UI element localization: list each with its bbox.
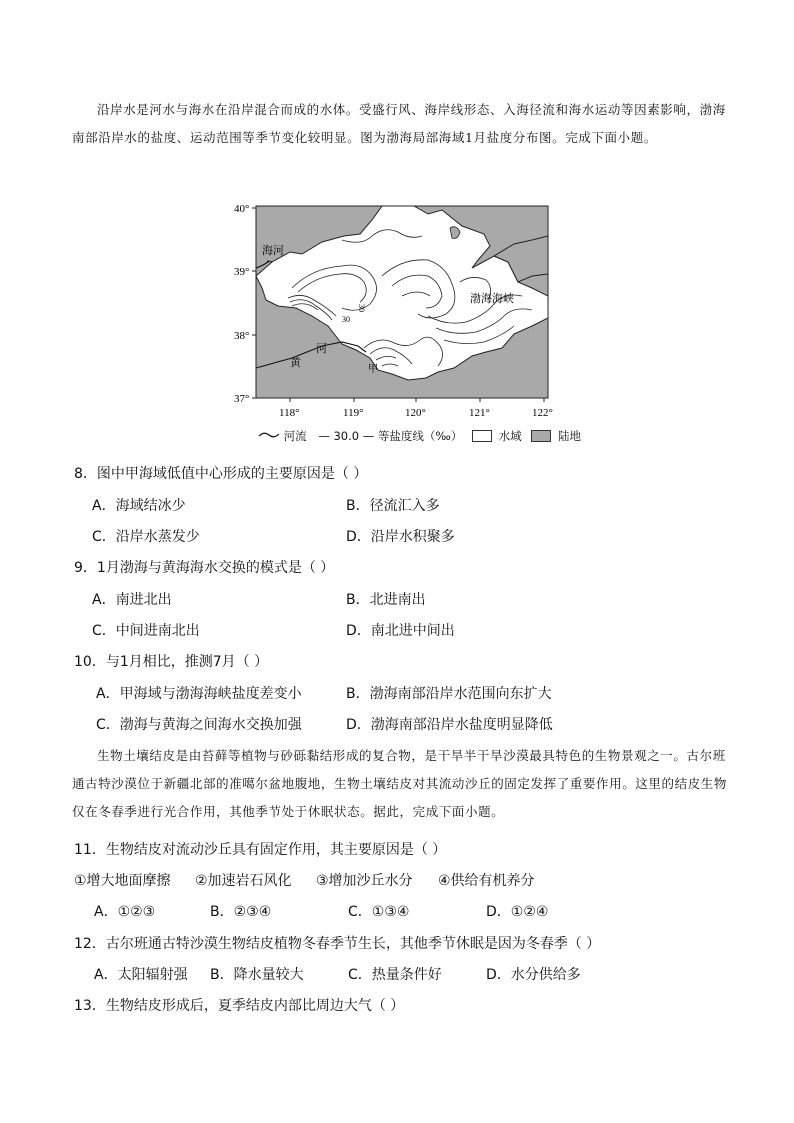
q11-item-3: ③增加沙丘水分 <box>316 873 413 889</box>
lon-label: 121° <box>469 407 490 419</box>
land-swatch-icon <box>531 430 551 442</box>
q11-option-a[interactable]: A．①②③ <box>94 904 156 920</box>
legend-isoline: — 30.0 — 等盐度线（‰） <box>318 429 463 443</box>
passage-intro-1: 沿岸水是河水与海水在沿岸混合而成的水体。受盛行风、海岸线形态、入海径流和海水运动等因素影响，渤海南部沿岸水的盐度、运动范围等季节变化较明显。图为渤海局部海域1月盐度分布图。完成下面小题。 <box>72 102 726 145</box>
isoline-label: 30 <box>357 304 366 312</box>
q10-option-c[interactable]: C．渤海与黄海之间海水交换加强 <box>96 717 302 733</box>
q11-option-d[interactable]: D．①②④ <box>486 904 549 920</box>
lon-label: 118° <box>279 407 300 419</box>
label-huang: 黄 <box>290 357 301 369</box>
legend-land: 陆地 <box>557 429 581 443</box>
map-legend <box>258 428 581 444</box>
q11-item-4: ④供给有机养分 <box>438 873 535 889</box>
q12-option-c[interactable]: C．热量条件好 <box>348 967 442 983</box>
q12-option-b[interactable]: B．降水量较大 <box>210 967 304 983</box>
legend-river: 河流 <box>283 429 307 443</box>
legend-water: 水域 <box>498 429 522 443</box>
q11-option-c[interactable]: C．①③④ <box>348 904 410 920</box>
q9-option-b[interactable]: B．北进南出 <box>346 592 426 608</box>
q10-option-d[interactable]: D．渤海南部沿岸水盐度明显降低 <box>346 717 553 733</box>
label-he: 河 <box>316 343 327 355</box>
question-11-stem: 11．生物结皮对流动沙丘具有固定作用，其主要原因是（ ） <box>74 842 447 858</box>
q8-option-d[interactable]: D．沿岸水积聚多 <box>346 529 455 545</box>
lat-label: 37° <box>234 393 250 405</box>
lat-label: 38° <box>234 330 250 342</box>
q8-option-c[interactable]: C．沿岸水蒸发少 <box>92 529 200 545</box>
lon-label: 119° <box>343 407 364 419</box>
label-strait: 渤海海峡 <box>470 293 514 305</box>
question-9-stem: 9．1月渤海与黄海海水交换的模式是（ ） <box>74 560 335 576</box>
lon-label: 120° <box>405 407 426 419</box>
q9-option-d[interactable]: D．南北进中间出 <box>346 623 455 639</box>
label-haihe: 海河 <box>262 245 284 257</box>
salinity-map <box>232 196 562 428</box>
lon-label: 122° <box>532 407 553 419</box>
water-swatch-icon <box>472 430 492 442</box>
river-legend-icon <box>258 429 280 443</box>
q10-option-a[interactable]: A．甲海域与渤海海峡盐度差变小 <box>96 686 302 702</box>
isoline-label: 30 <box>342 315 350 324</box>
lat-label: 40° <box>234 203 250 215</box>
q8-option-a[interactable]: A．海域结冰少 <box>92 498 186 514</box>
question-10-stem: 10．与1月相比，推测7月（ ） <box>74 654 269 670</box>
q9-option-c[interactable]: C．中间进南北出 <box>92 623 200 639</box>
label-jia: 甲 <box>368 364 378 375</box>
q10-option-b[interactable]: B．渤海南部沿岸水范围向东扩大 <box>346 686 552 702</box>
question-13-stem: 13．生物结皮形成后，夏季结皮内部比周边大气（ ） <box>74 998 405 1014</box>
q9-option-a[interactable]: A．南进北出 <box>92 592 172 608</box>
question-12-stem: 12．古尔班通古特沙漠生物结皮植物冬春季节生长，其他季节休眠是因为冬春季（ ） <box>74 936 601 952</box>
lat-label: 39° <box>234 266 250 278</box>
q11-item-2: ②加速岩石风化 <box>195 873 292 889</box>
q12-option-a[interactable]: A．太阳辐射强 <box>94 967 188 983</box>
q11-item-1: ①增大地面摩擦 <box>74 873 171 889</box>
question-8-stem: 8．图中甲海域低值中心形成的主要原因是（ ） <box>74 466 368 482</box>
q12-option-d[interactable]: D．水分供给多 <box>486 967 581 983</box>
q8-option-b[interactable]: B．径流汇入多 <box>346 498 440 514</box>
q11-option-b[interactable]: B．②③④ <box>210 904 272 920</box>
passage-intro-2: 生物土壤结皮是由苔藓等植物与砂砾黏结形成的复合物，是干旱半干旱沙漠最具特色的生物景观之一。古尔班通古特沙漠位于新疆北部的准噶尔盆地腹地，生物土壤结皮对其流动沙丘的固定发挥了重要作用。这里的结皮生物仅在冬春季进行光合作用，其他季节处于休眠状态。据此，完成下面小题。 <box>72 748 728 819</box>
